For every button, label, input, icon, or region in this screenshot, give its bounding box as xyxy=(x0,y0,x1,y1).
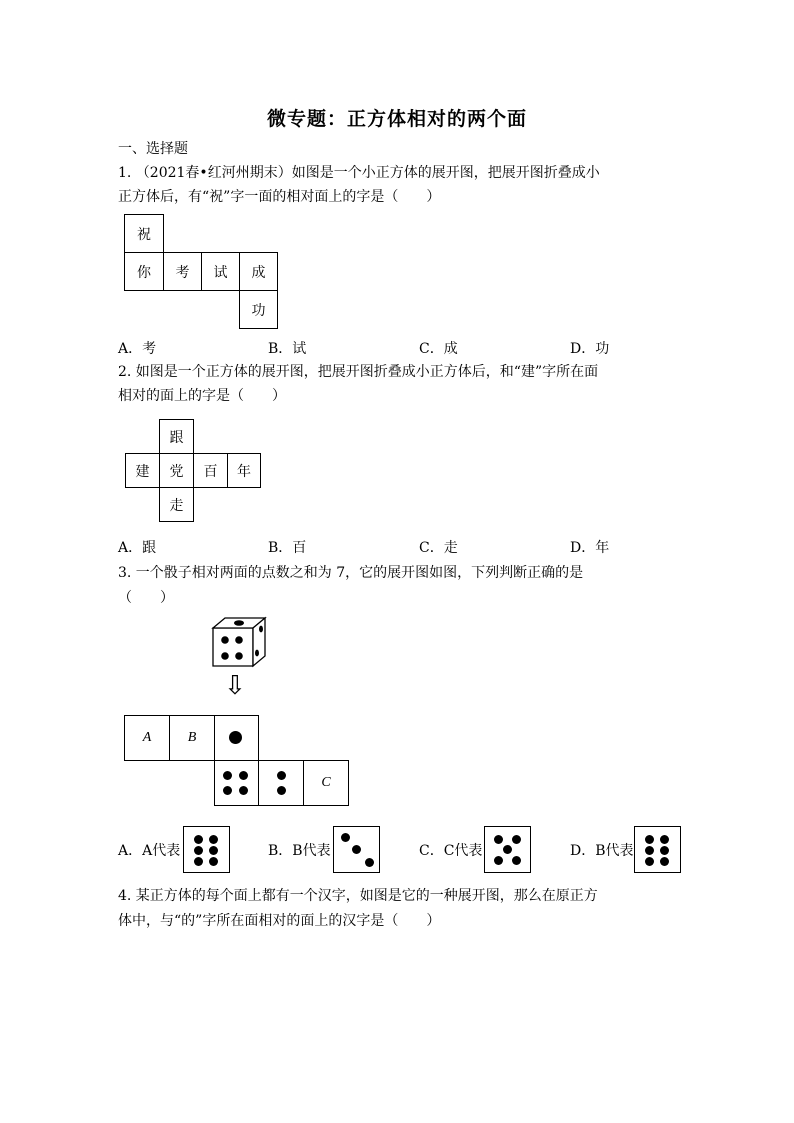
pip xyxy=(209,846,218,855)
q1-net-face: 考 xyxy=(163,252,202,291)
pip xyxy=(645,857,654,866)
pip xyxy=(660,846,669,855)
pip xyxy=(277,771,286,780)
down-arrow-icon: ⇩ xyxy=(224,671,246,701)
pip xyxy=(194,846,203,855)
pip xyxy=(645,835,654,844)
q2-text-line1: 2. 如图是一个正方体的展开图，把展开图折叠成小正方体后，和“建”字所在面 xyxy=(118,364,599,380)
q2-text-line2: 相对的面上的字是（ ） xyxy=(118,388,286,404)
q1-option-b[interactable]: B．试 xyxy=(268,341,307,357)
q3-option-d-die xyxy=(634,826,681,873)
q2-net-face: 走 xyxy=(159,487,194,522)
pip xyxy=(365,858,374,867)
q1-net-face: 成 xyxy=(239,252,278,291)
q3-option-d[interactable]: D．B代表 xyxy=(570,843,634,859)
q2-net-face: 党 xyxy=(159,453,194,488)
q1-option-d[interactable]: D．功 xyxy=(570,341,610,357)
pip xyxy=(503,845,512,854)
page-title: 微专题：正方体相对的两个面 xyxy=(266,108,527,130)
pip xyxy=(229,731,242,744)
q3-net-face-one xyxy=(214,715,259,761)
q3-option-a-die xyxy=(183,826,230,873)
q1-net-face: 功 xyxy=(239,290,278,329)
dice-3d-drawing xyxy=(210,616,268,668)
q3-net-face-four xyxy=(214,760,259,806)
q3-option-b-die xyxy=(333,826,380,873)
q2-option-a[interactable]: A．跟 xyxy=(118,540,157,556)
q1-option-a[interactable]: A．考 xyxy=(118,341,157,357)
pip xyxy=(194,835,203,844)
q2-option-c[interactable]: C．走 xyxy=(419,540,458,556)
q2-net-face: 建 xyxy=(125,453,160,488)
pip xyxy=(341,833,350,842)
pip xyxy=(223,771,232,780)
q1-text-line2: 正方体后，有“祝”字一面的相对面上的字是（ ） xyxy=(118,189,441,205)
q1-option-c[interactable]: C．成 xyxy=(419,341,458,357)
pip xyxy=(209,835,218,844)
q3-net-face-b: B xyxy=(169,715,215,761)
q4-text-line1: 4. 某正方体的每个面上都有一个汉字，如图是它的一种展开图，那么在原正方 xyxy=(118,888,598,904)
pip xyxy=(277,786,286,795)
q3-text-line2: （ ） xyxy=(118,590,174,606)
q3-text-line1: 3. 一个骰子相对两面的点数之和为 7，它的展开图如图，下列判断正确的是 xyxy=(118,565,584,581)
q2-net-face: 年 xyxy=(227,453,261,488)
pip xyxy=(194,857,203,866)
q4-text-line2: 体中，与“的”字所在面相对的面上的汉字是（ ） xyxy=(118,913,441,929)
q1-text-line1: 1. （2021春•红河州期末）如图是一个小正方体的展开图，把展开图折叠成小 xyxy=(118,165,600,181)
pip xyxy=(494,835,503,844)
pip xyxy=(223,786,232,795)
q3-option-c[interactable]: C．C代表 xyxy=(419,843,483,859)
q3-net-face-a: A xyxy=(124,715,170,761)
q3-option-b[interactable]: B．B代表 xyxy=(268,843,331,859)
pip xyxy=(660,857,669,866)
pip xyxy=(512,835,521,844)
pip xyxy=(645,846,654,855)
q3-option-c-die xyxy=(484,826,531,873)
q3-option-a[interactable]: A．A代表 xyxy=(118,843,181,859)
pip xyxy=(239,771,248,780)
q3-net-face-two xyxy=(258,760,304,806)
q2-net-face: 跟 xyxy=(159,419,194,454)
q3-net-face-c: C xyxy=(303,760,349,806)
q1-net-face: 试 xyxy=(201,252,240,291)
pip xyxy=(239,786,248,795)
pip xyxy=(512,856,521,865)
q2-option-d[interactable]: D．年 xyxy=(570,540,610,556)
q1-net-face: 祝 xyxy=(124,214,164,253)
q2-option-b[interactable]: B．百 xyxy=(268,540,307,556)
pip xyxy=(494,856,503,865)
pip xyxy=(352,845,361,854)
pip xyxy=(209,857,218,866)
pip xyxy=(660,835,669,844)
q2-net-face: 百 xyxy=(193,453,228,488)
section-heading: 一、选择题 xyxy=(118,141,188,157)
q1-net-face: 你 xyxy=(124,252,164,291)
